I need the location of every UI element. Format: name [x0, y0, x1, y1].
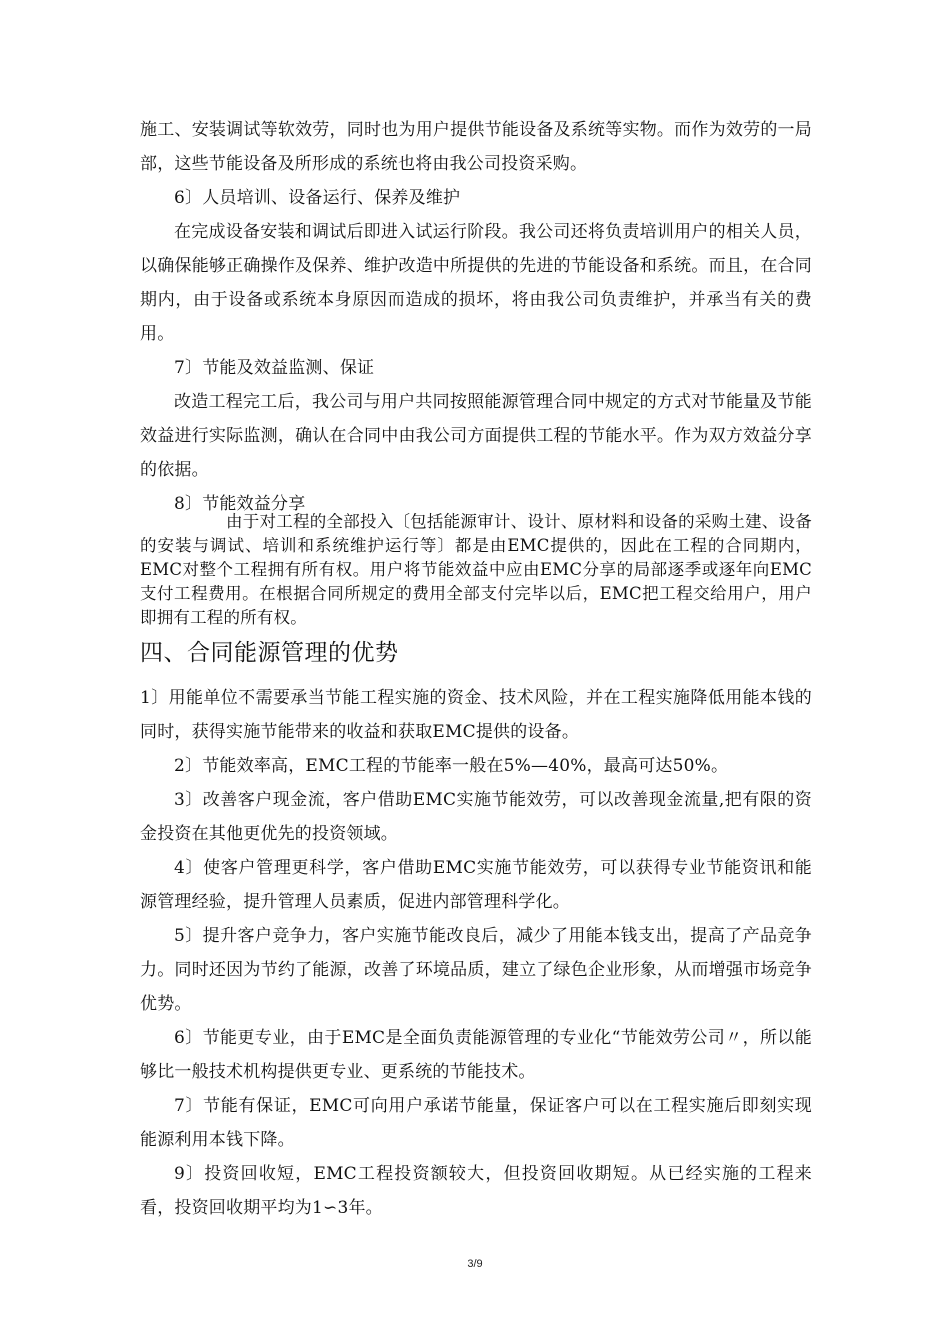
paragraph-benefit-sharing: 由于对工程的全部投入〔包括能源审计、设计、原材料和设备的采购土建、设备的安装与调试、培训和系统维护运行等〕都是由EMC提供的，因此在工程的合同期内，EMC对整个工程拥有所有权。用户将节能效益中应由EMC分享的局部逐季或逐年向EMC支付工程费用。在根据合同所规定的费用全部支付完毕以后，EMC把工程交给用户，用户即拥有工程的所有权。 — [140, 512, 812, 627]
subheading-training-maintenance: 6〕人员培训、设备运行、保养及维护 — [174, 188, 461, 208]
paragraph-monitoring: 改造工程完工后，我公司与用户共同按照能源管理合同中规定的方式对节能量及节能效益进行实际监测，确认在合同中由我公司方面提供工程的节能水平。作为双方效益分享的依据。 — [140, 392, 812, 480]
paragraph-service-continuation: 施工、安装调试等软效劳，同时也为用户提供节能设备及系统等实物。而作为效劳的一局部，这些节能设备及所形成的系统也将由我公司投资采购。 — [140, 120, 812, 174]
advantage-item-5: 5〕提升客户竞争力，客户实施节能改良后，减少了用能本钱支出，提高了产品竞争力。同时还因为节约了能源，改善了环境品质，建立了绿色企业形象，从而增强市场竞争优势。 — [140, 926, 812, 1014]
subheading-monitoring: 7〕节能及效益监测、保证 — [174, 358, 375, 378]
advantage-item-4: 4〕使客户管理更科学，客户借助EMC实施节能效劳，可以获得专业节能资讯和能源管理经验，提升管理人员素质，促进内部管理科学化。 — [140, 858, 812, 912]
advantage-item-1: 1〕用能单位不需要承当节能工程实施的资金、技术风险，并在工程实施降低用能本钱的同时，获得实施节能带来的收益和获取EMC提供的设备。 — [140, 688, 812, 742]
advantage-item-6: 6〕节能更专业，由于EMC是全面负责能源管理的专业化“节能效劳公司〃，所以能够比一般技术机构提供更专业、更系统的节能技术。 — [140, 1028, 812, 1082]
advantage-item-9: 9〕投资回收短，EMC工程投资额较大，但投资回收期短。从已经实施的工程来看，投资回收期平均为1∽3年。 — [140, 1164, 812, 1218]
advantage-item-2: 2〕节能效率高，EMC工程的节能率一般在5%—40%，最高可达50%。 — [174, 756, 729, 776]
subheading-benefit-sharing: 8〕节能效益分享 — [174, 494, 306, 514]
paragraph-training-maintenance: 在完成设备安装和调试后即进入试运行阶段。我公司还将负责培训用户的相关人员，以确保能够正确操作及保养、维护改造中所提供的先进的节能设备和系统。而且，在合同期内，由于设备或系统本身原因而造成的损坏，将由我公司负责维护，并承当有关的费用。 — [140, 222, 812, 344]
advantage-item-3: 3〕改善客户现金流，客户借助EMC实施节能效劳，可以改善现金流量,把有限的资金投资在其他更优先的投资领域。 — [140, 790, 812, 844]
advantage-item-7: 7〕节能有保证，EMC可向用户承诺节能量，保证客户可以在工程实施后即刻实现能源利用本钱下降。 — [140, 1096, 812, 1150]
section-heading-advantages: 四、合同能源管理的优势 — [140, 640, 399, 666]
page-number: 3/9 — [467, 1258, 483, 1270]
